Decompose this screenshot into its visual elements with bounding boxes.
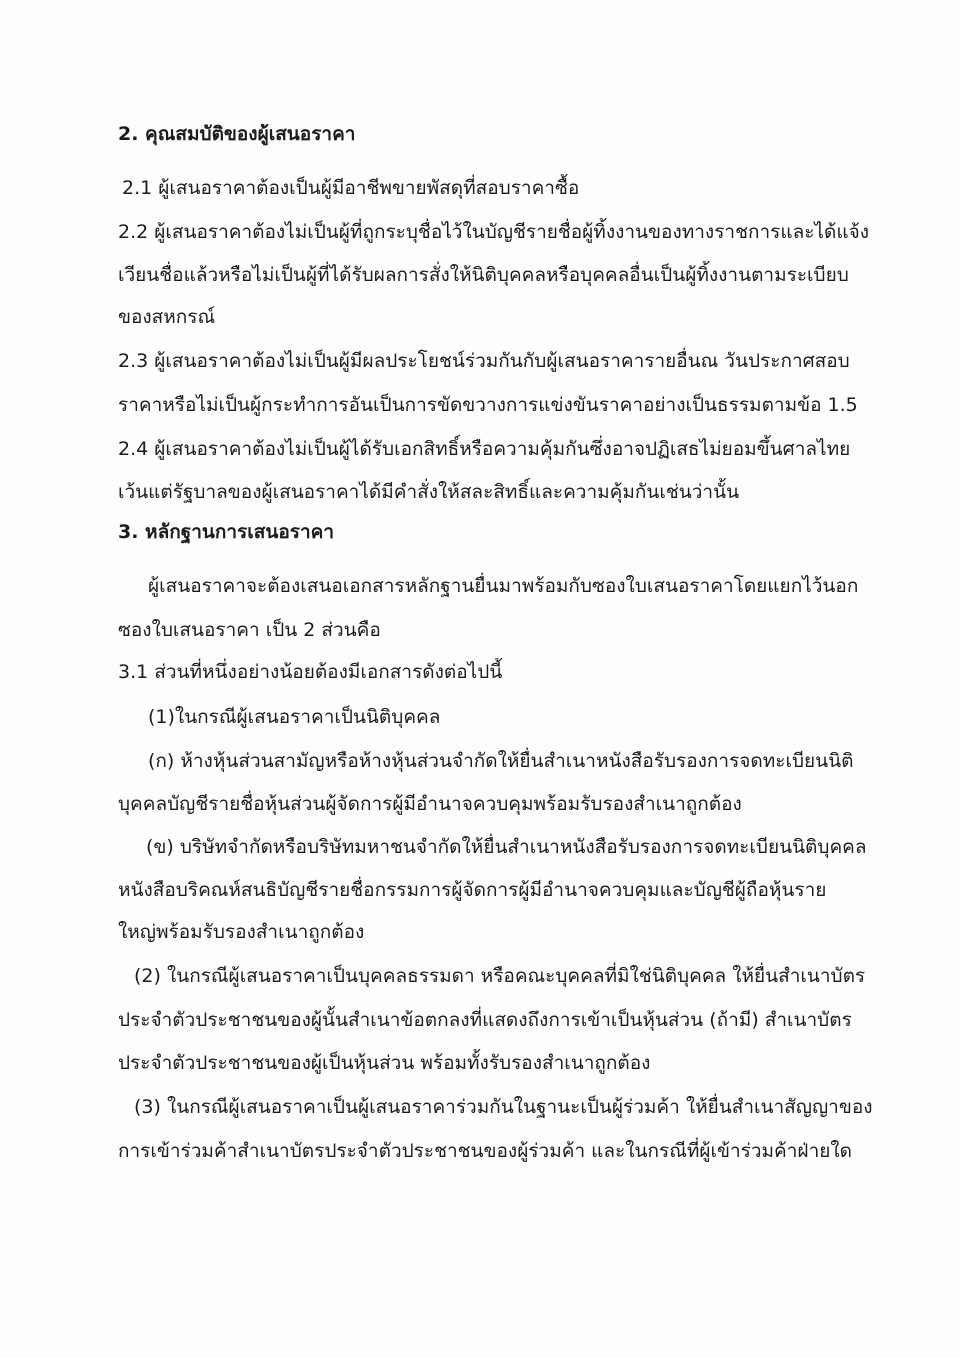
item-2-line-3: ประจำตัวประชาชนของผู้เป็นหุ้นส่วน พร้อมทั้งรับรองสำเนาถูกต้อง	[118, 1052, 651, 1074]
clause-2-2-line-2: เวียนชื่อแล้วหรือไม่เป็นผู้ที่ได้รับผลการสั่งให้นิติบุคคลหรือบุคคลอื่นเป็นผู้ทิ้งงานตามระเบียบ	[118, 264, 849, 286]
clause-2-3-line-1: 2.3 ผู้เสนอราคาต้องไม่เป็นผู้มีผลประโยชน์ร่วมกันกับผู้เสนอราคารายอื่นณ วันประกาศสอบ	[118, 350, 850, 372]
clause-2-2-line-3: ของสหกรณ์	[118, 306, 216, 328]
item-1-heading: (1)ในกรณีผู้เสนอราคาเป็นนิติบุคคล	[148, 706, 441, 728]
section-3-heading: 3. หลักฐานการเสนอราคา	[118, 521, 334, 543]
clause-2-4-line-1: 2.4 ผู้เสนอราคาต้องไม่เป็นผู้ได้รับเอกสิทธิ์หรือความคุ้มกันซึ่งอาจปฏิเสธไม่ยอมขึ้นศาลไทย	[118, 438, 851, 460]
section-2-heading: 2. คุณสมบัติของผู้เสนอราคา	[118, 123, 356, 145]
item-1-kho-line-2: หนังสือบริคณห์สนธิบัญชีรายชื่อกรรมการผู้จัดการผู้มีอำนาจควบคุมและบัญชีผู้ถือหุ้นราย	[118, 879, 827, 901]
item-1-kho-line-3: ใหญ่พร้อมรับรองสำเนาถูกต้อง	[118, 921, 365, 943]
item-1-ko-line-1: (ก) ห้างหุ้นส่วนสามัญหรือห้างหุ้นส่วนจำกัดให้ยื่นสำเนาหนังสือรับรองการจดทะเบียนนิติ	[148, 750, 854, 772]
clause-2-4-line-2: เว้นแต่รัฐบาลของผู้เสนอราคาได้มีคำสั่งให้สละสิทธิ์และความคุ้มกันเช่นว่านั้น	[118, 481, 740, 503]
item-1-ko-line-2: บุคคลบัญชีรายชื่อหุ้นส่วนผู้จัดการผู้มีอำนาจควบคุมพร้อมรับรองสำเนาถูกต้อง	[118, 793, 742, 815]
item-1-kho-line-1: (ข) บริษัทจำกัดหรือบริษัทมหาชนจำกัดให้ยื่นสำเนาหนังสือรับรองการจดทะเบียนนิติบุคคล	[146, 836, 867, 858]
section-3-intro-line-2: ซองใบเสนอราคา เป็น 2 ส่วนคือ	[118, 619, 381, 641]
item-2-line-2: ประจำตัวประชาชนของผู้นั้นสำเนาข้อตกลงที่แสดงถึงการเข้าเป็นหุ้นส่วน (ถ้ามี) สำเนาบัตร	[118, 1009, 852, 1031]
clause-2-2-line-1: 2.2 ผู้เสนอราคาต้องไม่เป็นผู้ที่ถูกระบุชื่อไว้ในบัญชีรายชื่อผู้ทิ้งงานของทางราชการและได้แจ้ง	[118, 221, 869, 243]
item-2-line-1: (2) ในกรณีผู้เสนอราคาเป็นบุคคลธรรมดา หรือคณะบุคคลที่มิใช่นิติบุคคล ให้ยื่นสำเนาบัตร	[134, 965, 866, 987]
item-3-line-2: การเข้าร่วมค้าสำเนาบัตรประจำตัวประชาชนของผู้ร่วมค้า และในกรณีที่ผู้เข้าร่วมค้าฝ่ายใด	[118, 1140, 852, 1162]
clause-2-1: 2.1 ผู้เสนอราคาต้องเป็นผู้มีอาชีพขายพัสดุที่สอบราคาซื้อ	[122, 177, 580, 199]
item-3-line-1: (3) ในกรณีผู้เสนอราคาเป็นผู้เสนอราคาร่วมกันในฐานะเป็นผู้ร่วมค้า ให้ยื่นสำเนาสัญญาของ	[134, 1096, 873, 1118]
section-3-intro-line-1: ผู้เสนอราคาจะต้องเสนอเอกสารหลักฐานยื่นมาพร้อมกับซองใบเสนอราคาโดยแยกไว้นอก	[148, 575, 859, 597]
clause-3-1: 3.1 ส่วนที่หนึ่งอย่างน้อยต้องมีเอกสารดังต่อไปนี้	[118, 661, 503, 683]
clause-2-3-line-2: ราคาหรือไม่เป็นผู้กระทำการอันเป็นการขัดขวางการแข่งขันราคาอย่างเป็นธรรมตามข้อ 1.5	[118, 394, 858, 416]
